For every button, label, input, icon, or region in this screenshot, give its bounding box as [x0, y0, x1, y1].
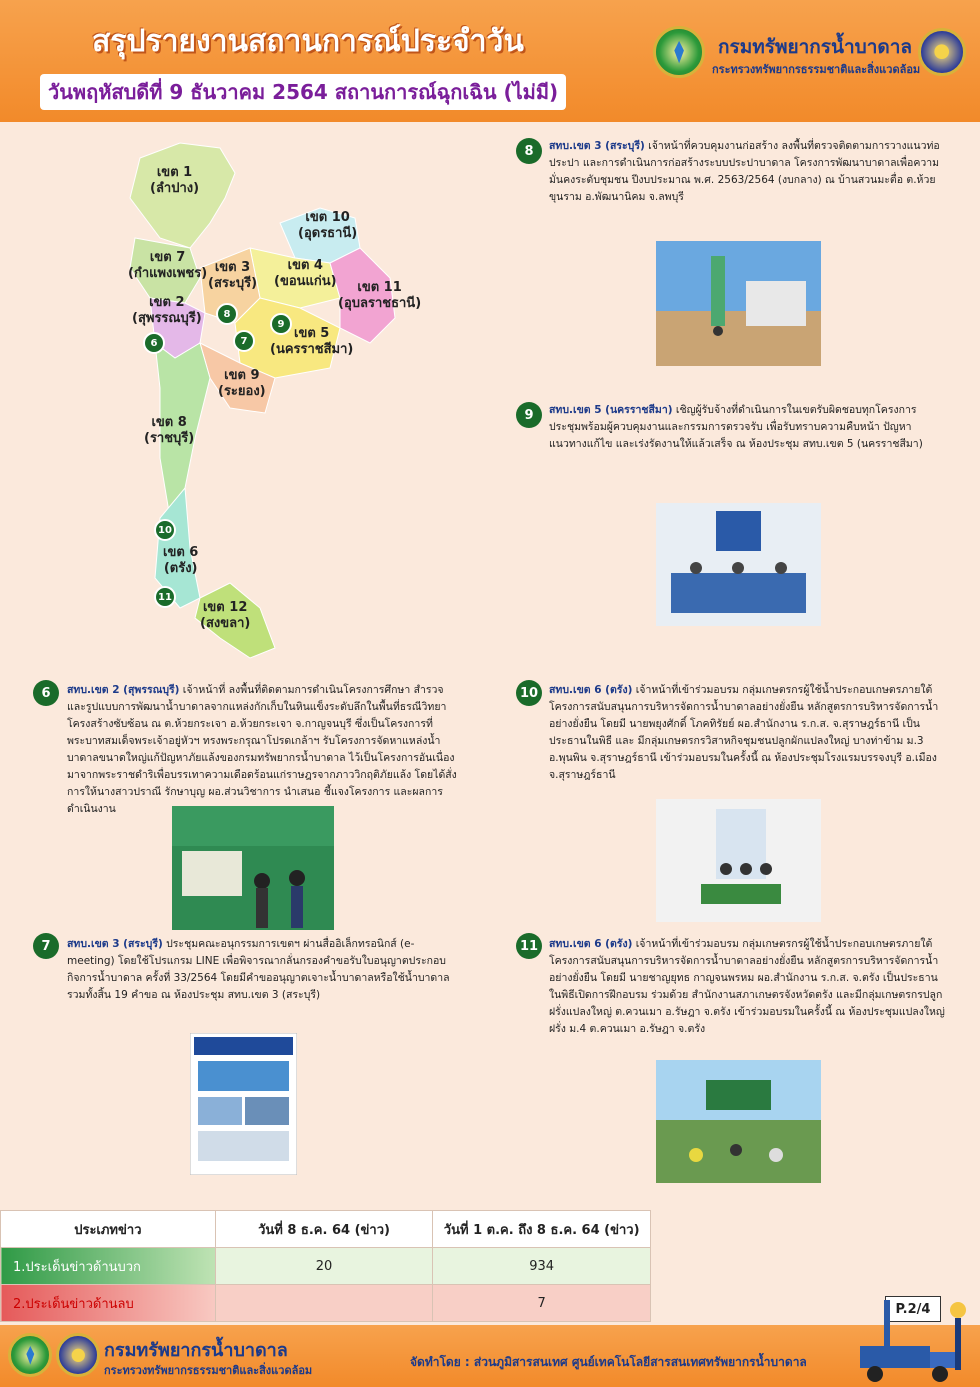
dgr-logo-icon: [653, 26, 705, 78]
page-subtitle: วันพฤหัสบดีที่ 9 ธันวาคม 2564 สถานการณ์ฉุกเฉิน (ไม่มี): [40, 74, 566, 110]
news-photo-11: [656, 1060, 821, 1183]
zone-label-8: เขต 8 (ราชบุรี): [144, 415, 195, 446]
drill-truck-icon: [840, 1296, 980, 1387]
zone-label-4: เขต 4 (ขอนแก่น): [274, 258, 337, 289]
news-number-badge: 11: [516, 933, 542, 959]
news-heading: สทบ.เขต 6 (ตรัง): [549, 938, 633, 950]
footer-org-ministry: กระทรวงทรัพยากรธรรมชาติและสิ่งแวดล้อม: [104, 1364, 313, 1377]
news-heading: สทบ.เขต 2 (สุพรรณบุรี): [67, 684, 180, 696]
table-header-type: ประเภทข่าว: [1, 1211, 216, 1248]
zone-label-1: เขต 1 (ลำปาง): [150, 165, 200, 196]
news-summary-table: [0, 1210, 651, 1322]
news-photo-7: [190, 1033, 297, 1175]
org-ministry: กระทรวงทรัพยากรธรรมชาติและสิ่งแวดล้อม: [712, 63, 921, 76]
zone-label-6: เขต 6 (ตรัง): [163, 545, 199, 576]
news-heading: สทบ.เขต 5 (นครราชสีมา): [549, 404, 673, 416]
news-item-8: [549, 138, 949, 206]
map-marker-11: 11: [154, 586, 176, 608]
ministry-seal-icon: [918, 28, 966, 76]
map-marker-6: 6: [143, 332, 165, 354]
zone-label-9: เขต 9 (ระยอง): [218, 368, 266, 399]
zone-label-10: เขต 10 (อุดรธานี): [298, 210, 358, 241]
news-photo-8: [656, 241, 821, 366]
zone-label-3: เขต 3 (สระบุรี): [208, 260, 258, 291]
positive-news-label: 1.ประเด็นข่าวด้านบวก: [1, 1248, 216, 1285]
news-number-badge: 7: [33, 933, 59, 959]
map-marker-7: 7: [233, 330, 255, 352]
news-photo-10: [656, 799, 821, 922]
news-number-badge: 10: [516, 680, 542, 706]
org-name: กรมทรัพยากรน้ำบาดาล: [718, 36, 913, 58]
negative-news-label: 2.ประเด็นข่าวด้านลบ: [1, 1285, 216, 1322]
news-body: ประชุมคณะอนุกรรมการเขตฯ ผ่านสื่ออิเล็กทรอนิกส์ (e-meeting) โดยใช้โปรแกรม LINE เพื่อพิจารณากลั่นกรองคำขอรับใบอนุญาตประกอบกิจการน้ำบาดาล ครั้งที่ 33/2564 โดยมีคำขออนุญาตเจาะน้ำบาดาลหรือใช้น้ำบาดาล รวมทั้งสิ้น 19 คำขอ ณ ห้องประชุม สทบ.เขต 3 (สระบุรี): [67, 938, 450, 1001]
footer-banner: [0, 1325, 980, 1387]
table-header-row: [1, 1211, 651, 1248]
footer-org-name: กรมทรัพยากรน้ำบาดาล: [104, 1340, 288, 1361]
news-heading: สทบ.เขต 6 (ตรัง): [549, 684, 633, 696]
negative-news-day: [215, 1285, 433, 1322]
zone-label-7: เขต 7 (กำแพงเพชร): [128, 250, 208, 281]
news-number-badge: 6: [33, 680, 59, 706]
news-photo-6: [172, 806, 334, 930]
positive-news-day: 20: [215, 1248, 433, 1285]
news-heading: สทบ.เขต 3 (สระบุรี): [549, 140, 645, 152]
news-body: เจ้าหน้าที่เข้าร่วมอบรม กลุ่มเกษตรกรผู้ใช้น้ำประกอบเกษตรภายใต้โครงการสนับสนุนการบริหารจัดการน้ำบาดาลอย่างยั่งยืน หลักสูตรการบริหารจัดการน้ำอย่างยั่งยืน โดยมี นายพยุงศักดิ์ โภคทิรัยย์ ผอ.สำนักงาน ร.ก.ส. จ.สุราษฎร์ธานี เป็นประธานในพิธี และ มีกลุ่มเกษตรกรวิสาหกิจชุมชนปลูกผักแปลงใหญ่ บางท่าข้าม ม.3 อ.พุนพิน จ.สุราษฎร์ธานี เข้าร่วมอบรมในครั้งนี้ ณ ห้องประชุมโรงแรมบรรจงบุรี อ.เมือง จ.สุราษฎร์ธานี: [549, 684, 939, 781]
table-row: [1, 1248, 651, 1285]
news-body: เจ้าหน้าที่ควบคุมงานก่อสร้าง ลงพื้นที่ตรวจติดตามการวางแนวท่อประปา และการดำเนินการก่อสร้างระบบประปาบาดาล โครงการพัฒนาบาดาลเพื่อความมั่นคงระดับชุมชน ปีงบประมาณ พ.ศ. 2563/2564 (งบกลาง) ณ บ้านสวนมะตื่อ ต.ห้วยขุนราม อ.พัฒนานิคม จ.ลพบุรี: [549, 140, 940, 203]
page-number: P.2/4: [885, 1296, 941, 1322]
news-number-badge: 8: [516, 138, 542, 164]
dgr-logo-icon: [8, 1333, 52, 1377]
table-row: [1, 1285, 651, 1322]
zone-label-11: เขต 11 (อุบลราชธานี): [338, 280, 422, 311]
news-body: เจ้าหน้าที่เข้าร่วมอบรม กลุ่มเกษตรกรผู้ใช้น้ำประกอบเกษตรภายใต้โครงการสนับสนุนการบริหารจัดการน้ำบาดาลอย่างยั่งยืน หลักสูตรการบริหารจัดการน้ำอย่างยั่งยืน โดยมี นายชาญยุทธ กาญจนพรหม ผอ.สำนักงาน ร.ก.ส. จ.ตรัง เป็นประธานในพิธีเปิดการฝึกอบรม ร่วมด้วย สำนักงานสภาเกษตรจังหวัดตรัง และมีกลุ่มเกษตรกรปลูกฝรั่งแปลงใหญ่ ต.ควนเมา อ.รัษฎา จ.ตรัง เข้าร่วมอบรมในครั้งนี้ ณ ห้องประชุมแปลงใหญ่ฝรั่ง ม.4 ต.ควนเมา อ.รัษฎา จ.ตรัง: [549, 938, 945, 1035]
map-marker-9: 9: [270, 313, 292, 335]
positive-news-total: 934: [433, 1248, 651, 1285]
negative-news-total: 7: [433, 1285, 651, 1322]
news-heading: สทบ.เขต 3 (สระบุรี): [67, 938, 163, 950]
news-number-badge: 9: [516, 402, 542, 428]
news-item-7: [67, 936, 459, 1004]
news-body: เชิญผู้รับจ้างที่ดำเนินการในเขตรับผิดชอบทุกโครงการ ประชุมพร้อมผู้ควบคุมงานและกรรมการตรวจรับ เพื่อรับทราบความคืบหน้า ปัญหาแนวทางแก้ไข และเร่งรัดงานให้แล้วเสร็จ ณ ห้องประชุม สทบ.เขต 5 (นครราชสีมา): [549, 404, 923, 450]
footer-made-by: จัดทำโดย : ส่วนภูมิสารสนเทศ ศูนย์เทคโนโลยีสารสนเทศทรัพยากรน้ำบาดาล: [410, 1355, 807, 1369]
zone-label-2: เขต 2 (สุพรรณบุรี): [132, 295, 202, 326]
zone-label-5: เขต 5 (นครราชสีมา): [270, 326, 354, 357]
table-header-day: วันที่ 8 ธ.ค. 64 (ข่าว): [215, 1211, 433, 1248]
news-item-10: [549, 682, 949, 784]
header-banner: [0, 0, 980, 122]
map-marker-8: 8: [216, 303, 238, 325]
news-item-6: [67, 682, 459, 818]
zone-label-12: เขต 12 (สงขลา): [200, 600, 251, 631]
table-header-total: วันที่ 1 ต.ค. ถึง 8 ธ.ค. 64 (ข่าว): [433, 1211, 651, 1248]
news-item-11: [549, 936, 949, 1038]
news-item-9: [549, 402, 949, 453]
map-marker-10: 10: [154, 519, 176, 541]
news-body: เจ้าหน้าที่ ลงพื้นที่ติดตามการดำเนินโครงการศึกษา สำรวจและรูปแบบการพัฒนาน้ำบาดาลจากแหล่งกักเก็บในหินแข็งระดับลึกในพื้นที่ธรณีวิทยาโครงสร้างซับซ้อน ณ ต.ห้วยกระเจา อ.ห้วยกระเจา จ.กาญจนบุรี ซึ่งเป็นโครงการที่พระบาทสมเด็จพระเจ้าอยู่หัวฯ ทรงพระกรุณาโปรดเกล้าฯ รับโครงการจัดหาแหล่งน้ำบาดาลขนาดใหญ่แก้ปัญหาภัยแล้งของกรมทรัพยากรน้ำบาดาล ไว้เป็นโครงการอันเนื่องมาจากพระราชดำริเพื่อบรรเทาความเดือดร้อนแก่ราษฎรจากภาววิกฤติภัยแล้ง โดยได้สั่งการให้นางสาวปราณี รักษาบุญ ผอ.ส่วนวิชาการ นำเสนอ ชี้แจงโครงการ และผลการดำเนินงาน: [67, 684, 457, 815]
page-title: สรุปรายงานสถานการณ์ประจำวัน: [92, 24, 524, 59]
ministry-seal-icon: [56, 1333, 100, 1377]
news-photo-9: [656, 503, 821, 626]
